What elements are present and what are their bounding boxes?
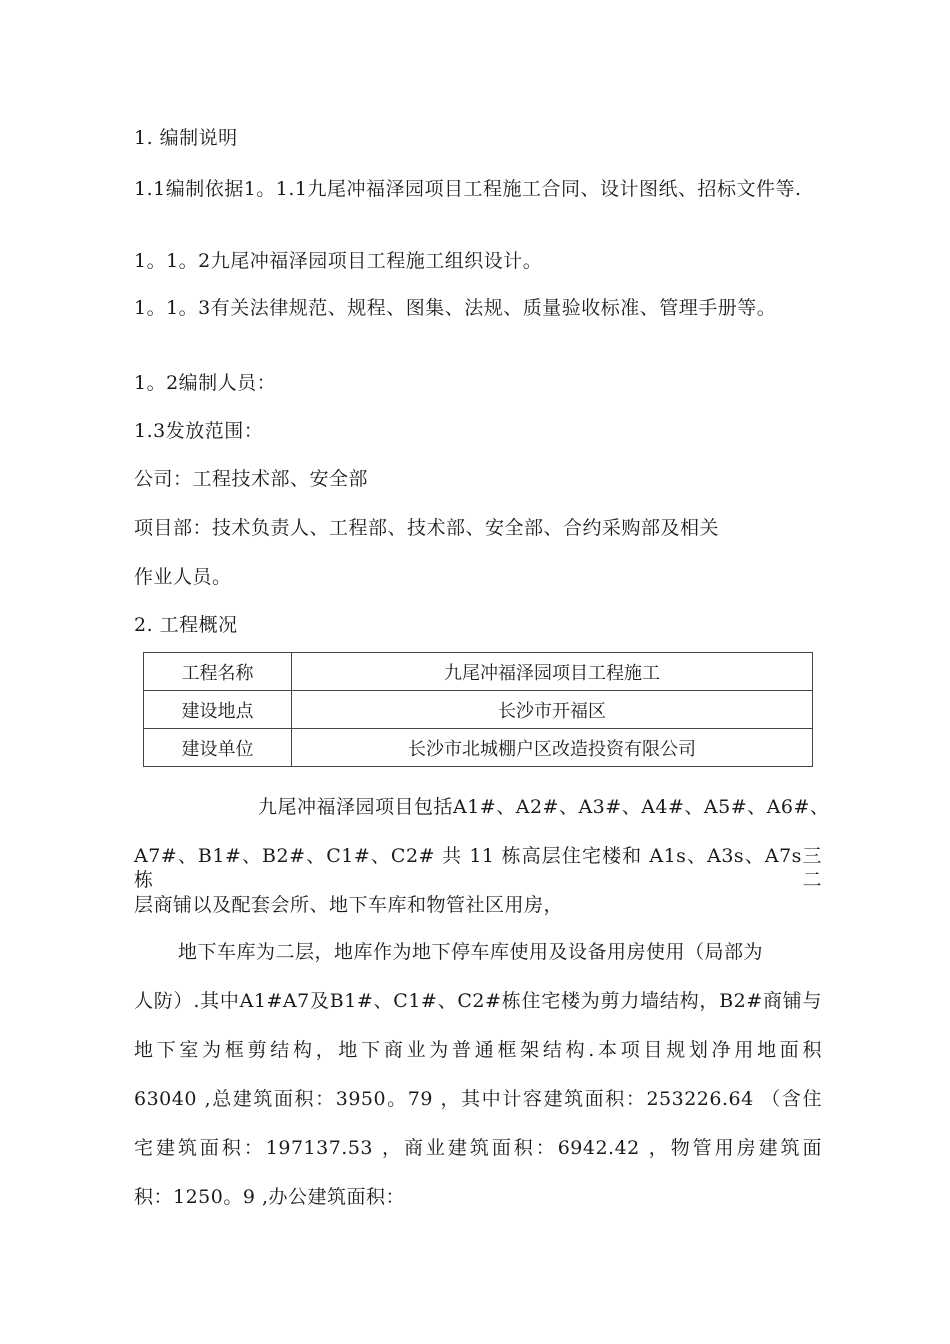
table-row <box>144 691 813 729</box>
paragraph-staff: 1。2编制人员： <box>134 372 277 394</box>
paragraph-project-dept-cont: 作业人员。 <box>134 566 232 588</box>
structure-paragraph-line: 宅建筑面积：197137.53 ，商业建筑面积：6942.42 ，物管用房建筑面 <box>134 1137 822 1159</box>
paragraph-project-dept: 项目部：技术负责人、工程部、技术部、安全部、合约采购部及相关 <box>134 517 720 539</box>
overview-paragraph-line: 九尾冲福泽园项目包括A1#、A2#、A3#、A4#、A5#、A6#、 <box>258 796 830 818</box>
overview-paragraph-line: 层商铺以及配套会所、地下车库和物管社区用房， <box>134 894 564 916</box>
structure-paragraph-line: 63040 ,总建筑面积：3950。79 ，其中计容建筑面积：253226.64 （含住 <box>134 1088 822 1110</box>
structure-paragraph-line: 地下车库为二层，地库作为地下停车库使用及设备用房使用（局部为 <box>178 941 764 963</box>
structure-paragraph-line: 积：1250。9 ,办公建筑面积： <box>134 1186 406 1208</box>
paragraph-basis: 1.1编制依据1。1.1九尾冲福泽园项目工程施工合同、设计图纸、招标文件等. <box>134 178 802 200</box>
section-heading-1: 1. 编制说明 <box>134 127 238 149</box>
structure-paragraph-line: 人防）.其中A1#A7及B1#、C1#、C2#栋住宅楼为剪力墙结构，B2#商铺与 <box>134 990 822 1012</box>
table-cell-key: 工程名称 <box>144 653 292 691</box>
paragraph-basis-3: 1。1。3有关法律规范、规程、图集、法规、质量验收标准、管理手册等。 <box>134 297 777 319</box>
table-row <box>144 729 813 767</box>
paragraph-scope: 1.3发放范围： <box>134 420 264 442</box>
section-heading-2: 2. 工程概况 <box>134 614 238 636</box>
table-cell-value: 九尾冲福泽园项目工程施工 <box>292 653 813 691</box>
table-cell-value: 长沙市开福区 <box>292 691 813 729</box>
table-row <box>144 653 813 691</box>
table-cell-key: 建设地点 <box>144 691 292 729</box>
overview-paragraph-line: A7#、B1#、B2#、C1#、C2# 共 11 栋高层住宅楼和 A1s、A3s、A7s三栋二 <box>134 845 822 891</box>
structure-paragraph-line: 地下室为框剪结构，地下商业为普通框架结构.本项目规划净用地面积 <box>134 1039 822 1061</box>
table-cell-key: 建设单位 <box>144 729 292 767</box>
paragraph-basis-2: 1。1。2九尾冲福泽园项目工程施工组织设计。 <box>134 250 543 272</box>
paragraph-company: 公司：工程技术部、安全部 <box>134 468 369 490</box>
project-info-table <box>143 652 813 767</box>
table-cell-value: 长沙市北城棚户区改造投资有限公司 <box>292 729 813 767</box>
